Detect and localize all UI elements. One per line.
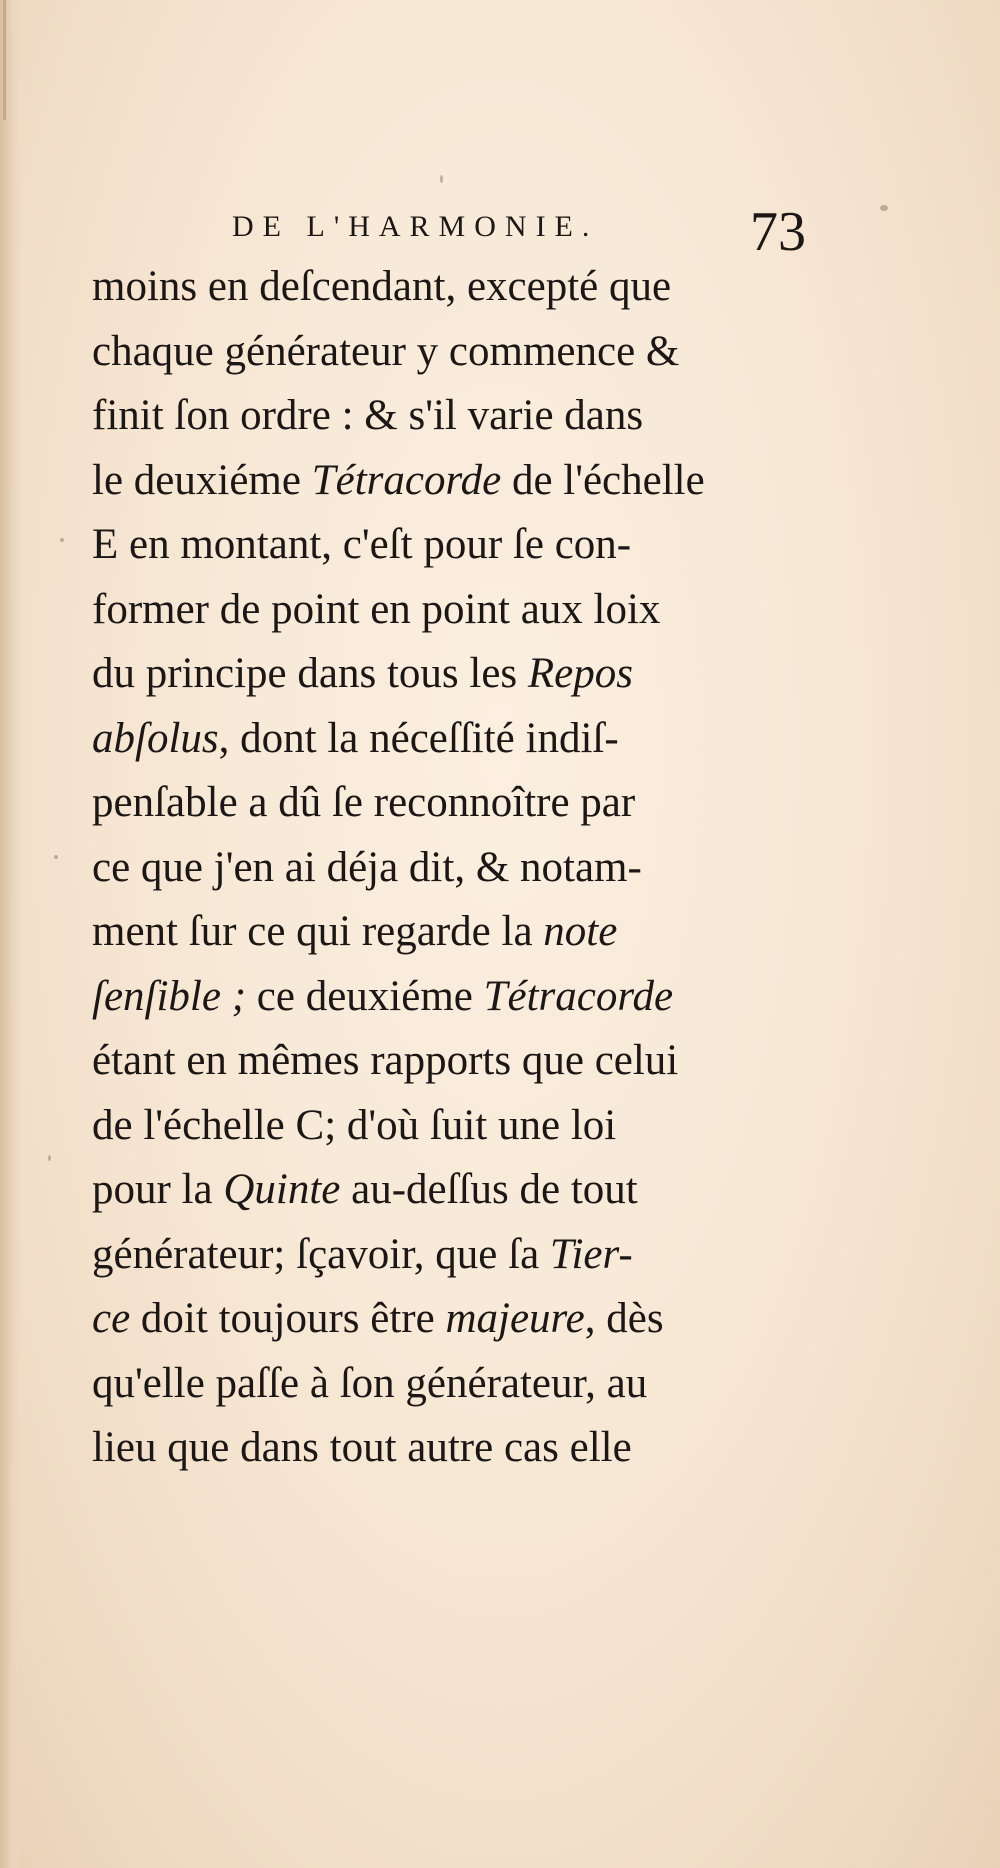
text-line: le deuxiéme Tétracorde de l'échelle bbox=[92, 456, 705, 504]
page-number: 73 bbox=[750, 201, 806, 263]
paper-speck bbox=[440, 175, 443, 183]
text-line: E en montant, c'eſt pour ſe con- bbox=[92, 521, 632, 568]
text-line: générateur; ſçavoir, que ſa Tier- bbox=[92, 1230, 633, 1278]
text-line: lieu que dans tout autre cas elle bbox=[92, 1424, 632, 1471]
paper-speck bbox=[48, 1155, 51, 1161]
text-line: ment ſur ce qui regarde la note bbox=[92, 908, 618, 955]
text-line: de l'échelle C; d'où ſuit une loi bbox=[92, 1101, 617, 1149]
text-line: qu'elle paſſe à ſon générateur, au bbox=[92, 1359, 648, 1407]
page-edge-shadow bbox=[0, 0, 22, 1868]
body-text bbox=[92, 255, 812, 1481]
paper-speck bbox=[54, 855, 58, 859]
text-line: penſable a dû ſe reconnoître par bbox=[92, 779, 636, 826]
paper-speck bbox=[60, 538, 64, 542]
text-line: moins en deſcendant, excepté que bbox=[92, 263, 672, 310]
paper-speck bbox=[880, 205, 888, 211]
text-line: étant en mêmes rapports que celui bbox=[92, 1037, 679, 1084]
text-line: pour la Quinte au-deſſus de tout bbox=[92, 1166, 638, 1213]
text-line: du principe dans tous les Repos bbox=[92, 650, 633, 697]
text-line: ce que j'en ai déja dit, & notam- bbox=[92, 843, 642, 891]
text-line: former de point en point aux loix bbox=[92, 585, 661, 633]
text-line: ſenſible ; ce deuxiéme Tétracorde bbox=[92, 972, 674, 1020]
text-line: ce doit toujours être majeure, dès bbox=[92, 1295, 664, 1342]
page-edge-line bbox=[3, 0, 6, 120]
text-line: chaque générateur y commence & bbox=[92, 327, 680, 375]
text-line: abſolus, dont la néceſſité indiſ- bbox=[92, 714, 619, 762]
running-head: DE L'HARMONIE. bbox=[232, 210, 599, 243]
text-line: finit ſon ordre : & s'il varie dans bbox=[92, 392, 644, 439]
